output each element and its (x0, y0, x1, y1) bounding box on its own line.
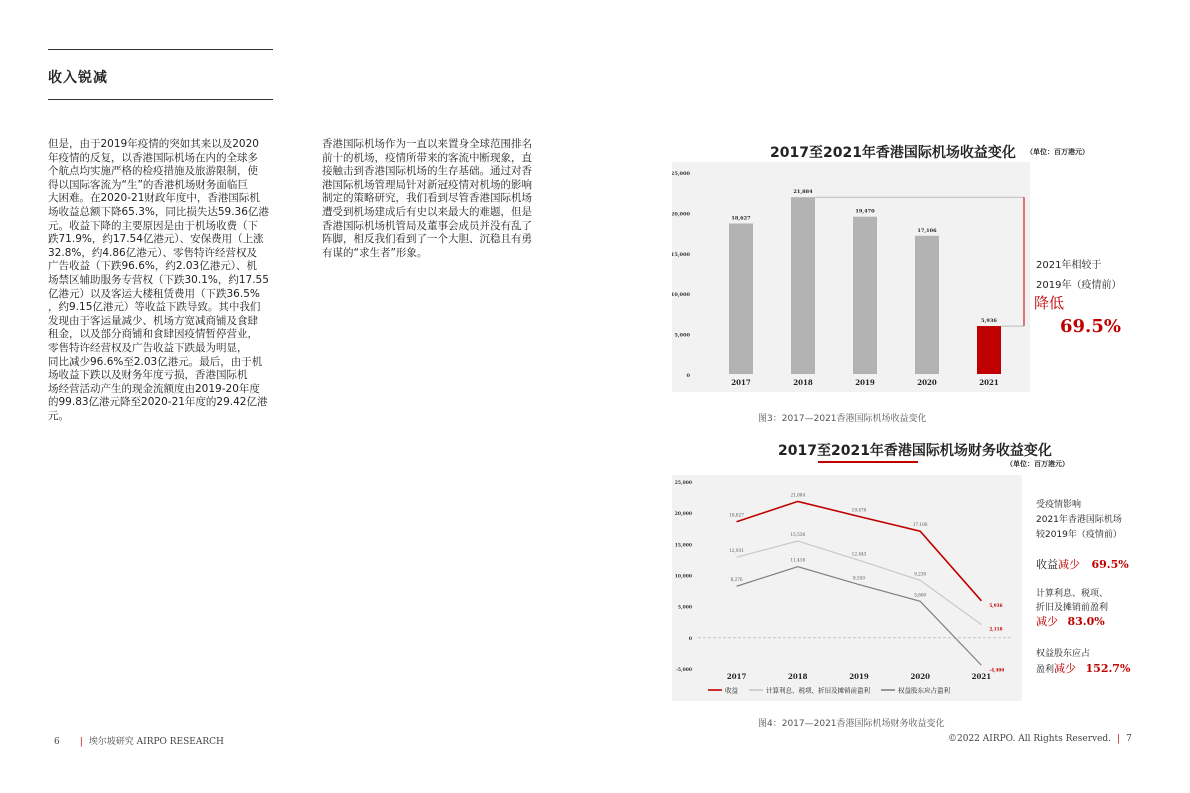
chart2-point-label: 19,470 (851, 507, 867, 513)
chart2-ytick-label: 5,000 (677, 605, 692, 611)
chart2-point-label: -4,400 (989, 667, 1005, 673)
chart1-bar (791, 197, 815, 374)
chart2-legend-label: 计算利息、税项、折旧及摊销前盈利 (766, 686, 870, 695)
chart1-bar (853, 217, 877, 374)
chart2-anno-head1: 受疫情影响 (1036, 500, 1082, 510)
chart2-ytick-label: 15,000 (674, 543, 692, 549)
chart1-anno-line2: 2019年（疫情前） (1036, 280, 1122, 291)
chart1-anno-drop: 降低 (1034, 294, 1065, 312)
chart2-anno-revenue (1036, 556, 1129, 572)
chart2-anno-ebitda-drop: 减少 (1036, 615, 1058, 628)
chart2-anno-ebitda-l2: 折旧及摊销前盈利 (1036, 603, 1109, 613)
chart2-point-label: 21,884 (790, 492, 806, 498)
chart2-anno-profit-drop: 减少 (1054, 662, 1077, 675)
chart2-point-label: 5,936 (989, 602, 1003, 608)
chart2-point-label: 12,443 (851, 551, 867, 557)
footer-left-brand: 埃尔坡研究 AIRPO RESEARCH (88, 737, 224, 747)
chart2-ytick-label: -5,000 (676, 668, 692, 673)
chart2-point-label: 8,550 (853, 575, 865, 581)
header-rule-bottom (48, 99, 273, 100)
chart1-ytick-label: 15,000 (672, 251, 690, 258)
chart2-ytick-label: 0 (688, 636, 692, 642)
chart2-anno-head2: 2021年香港国际机场 (1036, 515, 1122, 525)
footer-left-divider: | (79, 737, 83, 747)
chart2-anno-profit-pct: 152.7% (1085, 662, 1131, 675)
chart1-anno-pct: 69.5% (1060, 316, 1121, 337)
chart1-ytick-label: 25,000 (672, 171, 690, 177)
chart1-anno-line1: 2021年相较于 (1036, 260, 1102, 271)
chart1-xtick-label: 2019 (855, 378, 875, 387)
chart2-point-label: 5,860 (914, 592, 927, 598)
chart2-anno-ebitda-l1: 计算利息、税项、 (1036, 589, 1109, 599)
chart2-anno-profit-l2: 盈利 (1036, 665, 1055, 675)
chart1-value-label: 17,106 (917, 227, 937, 234)
chart2-anno-rev-label: 收益 (1036, 558, 1058, 571)
chart2-anno-ebitda-pct: 83.0% (1067, 615, 1105, 628)
chart2-point-label: 2,118 (989, 626, 1003, 632)
footer-right-copyright: ©2022 AIRPO. All Rights Reserved. (948, 734, 1112, 744)
chart2-unit: （单位：百万港元） (1006, 460, 1069, 468)
chart1-caption: 图3：2017—2021香港国际机场收益变化 (758, 414, 927, 424)
chart1-bar (977, 326, 1001, 374)
chart2-point-label: 9,230 (914, 571, 927, 577)
chart2-xtick-label: 2017 (726, 672, 747, 681)
chart2-title-underline (818, 461, 918, 463)
chart1-ytick-label: 20,000 (672, 211, 690, 218)
chart1-ytick-label: 0 (686, 373, 690, 379)
chart2-point-label: 12,931 (729, 548, 744, 554)
chart1-bar (915, 236, 939, 374)
footer-left (54, 734, 224, 747)
chart2-xtick-label: 2018 (788, 672, 808, 681)
chart1-xtick-label: 2020 (917, 378, 937, 387)
chart1-panel (672, 162, 1030, 392)
paragraph-middle: 香港国际机场作为一直以来置身全球范围排名 前十的机场，疫情所带来的客流中断现象，直 接触击到香港国际机场的生存基础。通过对香 港国际机场管理局针对新冠疫情对机场的影响 制定的策略研究，我们看到尽管香港国际机场 遭受到机场建成后有史以来最大的难题，但是 香港国际机场机管局及董事会成员并没有乱了 阵脚，相反我们看到了一个大胆、沉稳且有勇 有谋的“求生者”形象。 (322, 138, 532, 259)
footer-right (948, 734, 1132, 744)
chart1-svg (672, 162, 1030, 392)
chart2-legend-label: 权益股东应占盈利 (898, 686, 950, 695)
chart2-anno-profit-l1: 权益股东应占 (1036, 649, 1091, 659)
chart2-point-label: 17,106 (912, 522, 928, 528)
chart2-ytick-label: 10,000 (674, 574, 692, 580)
chart2-xtick-label: 2021 (971, 672, 992, 681)
chart2-point-label: 15,536 (790, 531, 806, 537)
header-rule-top (48, 49, 273, 50)
chart2-title: 2017至2021年香港国际机场财务收益变化 (778, 443, 1052, 459)
chart2-series-line (737, 567, 982, 666)
chart2-ytick-label: 25,000 (674, 481, 692, 486)
chart2-caption: 图4：2017—2021香港国际机场财务收益变化 (758, 719, 945, 729)
chart2-point-label: 18,627 (729, 512, 744, 518)
chart2-xtick-label: 2019 (849, 672, 869, 681)
chart1-ytick-label: 5,000 (674, 332, 690, 339)
chart2-legend-label: 收益 (725, 686, 738, 695)
chart2-ytick-label: 20,000 (674, 512, 692, 518)
chart1-xtick-label: 2017 (731, 378, 751, 387)
chart2-xtick-label: 2020 (910, 672, 930, 681)
chart1-ytick-label: 10,000 (672, 292, 690, 299)
chart1-bar (729, 223, 753, 374)
paragraph-left: 但是，由于2019年疫情的突如其来以及2020 年疫情的反复，以香港国际机场在内的全球多 个航点均实施严格的检疫措施及旅游限制，使 得以国际客流为“生”的香港机场财务面临巨 大困难。在2020-21财政年度中，香港国际机 场收益总额下降65.3%，同比损失达59.36亿港 元。收益下降的主要原因是由于机场收费（下 跌71.9%，约17.54亿港元）、安保费用（上涨 32.8%，约4.86亿港元）、零售特许经营权及 广告收益（下跌96.6%，约2.03亿港元）、机 场禁区辅助服务专营权（下跌30.1%，约17.55 亿港元）以及客运大楼租赁费用（下跌36.5% ，约9.15亿港元）等收益下跌导致。其中我们 发现由于客运量减少、机场方宽减商铺及食肆 租金，以及部分商铺和食肆因疫情暂停营业， 零售特许经营权及广告收益下跌最为明显， 同比减少96.6%至2.03亿港元。最后，由于机 场收益下跌以及财务年度亏损，香港国际机 场经营活动产生的现金流额度由2019-20年度 的99.83亿港元降至2020-21年度的29.42亿港 元。 (48, 138, 269, 422)
chart1-xtick-label: 2021 (979, 378, 999, 387)
chart2-svg (672, 475, 1022, 701)
chart2-anno-rev-pct: 69.5% (1091, 558, 1129, 571)
chart2-anno-profit (1036, 660, 1130, 676)
chart1-value-label: 18,627 (731, 215, 751, 222)
chart1-unit: （单位：百万港元） (1026, 148, 1089, 156)
chart1-xtick-label: 2018 (793, 378, 813, 387)
footer-right-divider: | (1117, 734, 1121, 744)
chart1-value-label: 21,884 (793, 189, 813, 196)
chart2-anno-rev-drop: 减少 (1058, 558, 1080, 571)
footer-right-page-number: 7 (1126, 734, 1132, 744)
chart1-title: 2017至2021年香港国际机场收益变化 (770, 145, 1016, 161)
chart2-anno-head3: 较2019年（疫情前） (1036, 530, 1122, 540)
chart1-value-label: 19,470 (855, 208, 875, 215)
chart2-panel (672, 475, 1022, 701)
footer-left-page-number: 6 (54, 737, 60, 747)
chart2-point-label: 11,416 (790, 557, 806, 563)
chart1-value-label: 5,936 (981, 318, 997, 325)
section-title: 收入锐减 (48, 70, 108, 86)
chart2-anno-ebitda (1036, 613, 1105, 629)
chart2-point-label: 8,276 (730, 577, 743, 583)
